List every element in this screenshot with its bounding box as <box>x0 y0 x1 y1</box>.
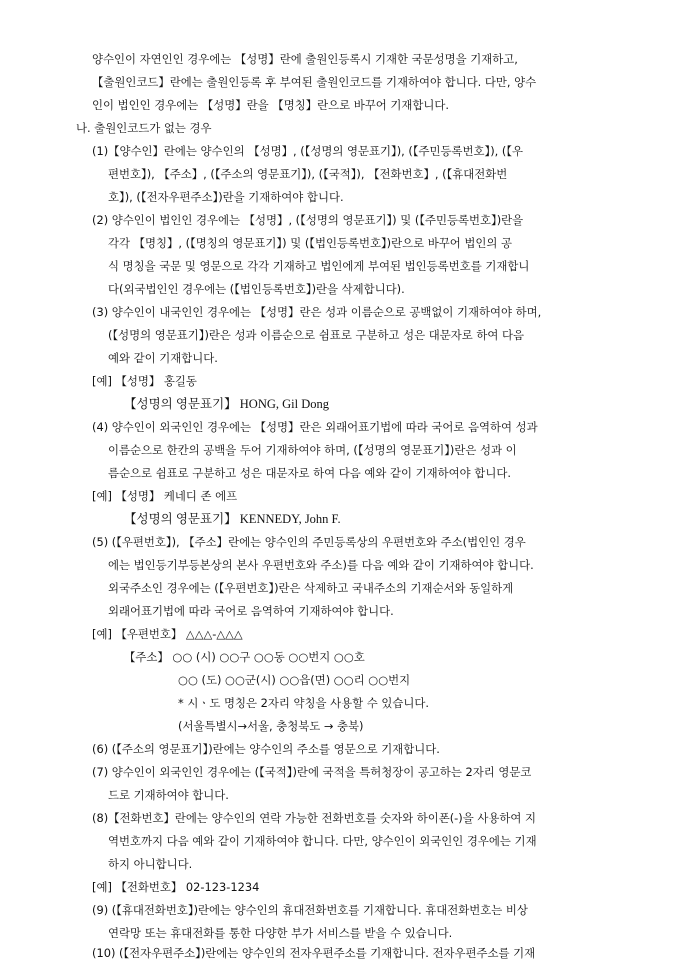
example-line: 【성명의 영문표기】 HONG, Gil Dong <box>124 397 329 411</box>
text-line: (10) (【전자우편주소】)란에는 양수인의 전자우편주소를 기재합니다. 전자우편주소를 기재 <box>92 946 535 960</box>
text-line: 하지 아니합니다. <box>108 857 192 871</box>
example-note: * 시ㆍ도 명칭은 2자리 약칭을 사용할 수 있습니다. <box>178 696 429 710</box>
text-line: (1)【양수인】란에는 양수인의 【성명】, (【성명의 영문표기】), (【주민등록번호】), (【우 <box>92 144 523 158</box>
text-line: (6) (【주소의 영문표기】)란에는 양수인의 주소를 영문으로 기재합니다. <box>92 742 440 756</box>
text-line: 다(외국법인인 경우에는 (【법인등록번호】)란을 삭제합니다). <box>108 282 405 296</box>
text-line: 예와 같이 기재합니다. <box>108 351 218 365</box>
text-line: 역번호까지 다음 예와 같이 기재하여야 합니다. 다만, 양수인이 외국인인 경우에는 기재 <box>108 834 537 848</box>
text-line: 외국주소인 경우에는 (【우편번호】)란은 삭제하고 국내주소의 기재순서와 동일하게 <box>108 581 513 595</box>
text-line: 양수인이 자연인인 경우에는 【성명】란에 출원인등록시 기재한 국문성명을 기재하고, <box>92 52 518 66</box>
example-line: 【주소】 ○○ (시) ○○구 ○○동 ○○번지 ○○호 <box>124 650 365 664</box>
text-line: (【성명의 영문표기】)란은 성과 이름순으로 쉼표로 구분하고 성은 대문자로 하여 다음 <box>108 328 524 342</box>
example-line: ○○ (도) ○○군(시) ○○읍(면) ○○리 ○○번지 <box>178 673 410 687</box>
text-line: (3) 양수인이 내국인인 경우에는 【성명】란은 성과 이름순으로 공백없이 기재하여야 하며, <box>92 305 541 319</box>
text-line: 호】), (【전자우편주소】)란을 기재하여야 합니다. <box>108 190 344 204</box>
text-line: 드로 기재하여야 합니다. <box>108 788 229 802</box>
section-heading: 나. 출원인코드가 없는 경우 <box>76 121 212 135</box>
text-line: (8)【전화번호】란에는 양수인의 연락 가능한 전화번호를 숫자와 하이폰(-)을 사용하여 지 <box>92 811 536 825</box>
text-line: (4) 양수인이 외국인인 경우에는 【성명】란은 외래어표기법에 따라 국어로 음역하여 성과 <box>92 420 538 434</box>
example-line: [예] 【성명】 홍길동 <box>92 374 197 388</box>
example-line: 【성명의 영문표기】 KENNEDY, John F. <box>124 512 341 526</box>
text-line: 외래어표기법에 따라 국어로 음역하여 기재하여야 합니다. <box>108 604 394 618</box>
example-line: [예] 【전화번호】 02-123-1234 <box>92 880 259 894</box>
text-line: (7) 양수인이 외국인인 경우에는 (【국적】)란에 국적을 특허청장이 공고하는 2자리 영문코 <box>92 765 531 779</box>
text-line: (9) (【휴대전화번호】)란에는 양수인의 휴대전화번호를 기재합니다. 휴대전화번호는 비상 <box>92 903 528 917</box>
example-line: [예] 【우편번호】 △△△-△△△ <box>92 627 243 641</box>
text-line: 각각 【명칭】, (【명칭의 영문표기】) 및 (【법인등록번호】)란으로 바꾸어 법인의 공 <box>108 236 512 250</box>
example-line: [예] 【성명】 케네디 존 에프 <box>92 489 237 503</box>
text-line: 연락망 또는 휴대전화를 통한 다양한 부가 서비스를 받을 수 있습니다. <box>108 926 452 940</box>
example-note: (서울특별시→서울, 충청북도 → 충북) <box>178 719 364 733</box>
text-line: 에는 법인등기부등본상의 본사 우편번호와 주소)를 다음 예와 같이 기재하여야 합니다. <box>108 558 534 572</box>
text-line: 이름순으로 한칸의 공백을 두어 기재하여야 하며, (【성명의 영문표기】)란은 성과 이 <box>108 443 517 457</box>
text-line: 인이 법인인 경우에는 【성명】란을 【명칭】란으로 바꾸어 기재합니다. <box>92 98 449 112</box>
text-line: (5) (【우편번호】), 【주소】란에는 양수인의 주민등록상의 우편번호와 주소(법인인 경우 <box>92 535 526 549</box>
text-line: (2) 양수인이 법인인 경우에는 【성명】, (【성명의 영문표기】) 및 (【주민등록번호】)란을 <box>92 213 523 227</box>
text-line: 름순으로 쉼표로 구분하고 성은 대문자로 하여 다음 예와 같이 기재하여야 합니다. <box>108 466 511 480</box>
text-line: 식 명칭을 국문 및 영문으로 각각 기재하고 법인에게 부여된 법인등록번호를 기재합니 <box>108 259 529 273</box>
text-line: 【출원인코드】란에는 출원인등록 후 부여된 출원인코드를 기재하여야 합니다. 다만, 양수 <box>92 75 536 89</box>
text-line: 편번호】), 【주소】, (【주소의 영문표기】), (【국적】), 【전화번호】, (【휴대전화번 <box>108 167 507 181</box>
